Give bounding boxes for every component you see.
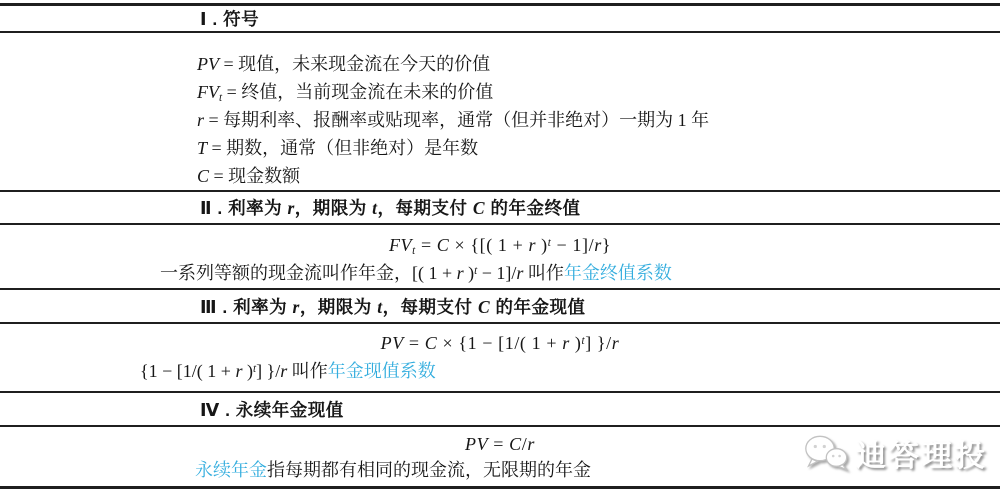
watermark-text: 迪答理投 bbox=[856, 440, 988, 473]
formula-table bbox=[0, 3, 1000, 489]
annuity-future-value-formula: $FV_t = C$ × {[( 1 + r )$^t$ − 1]/r} bbox=[388, 235, 612, 258]
section-1-header bbox=[0, 6, 1000, 33]
annuity-present-value-note: {1 − [1/( 1 + r )$^t$] }/r 叫作年金现值系数 bbox=[140, 361, 436, 381]
annuity-present-value-formula: PV = C × {1 − [1/( 1 + r )$^t$] }/r bbox=[380, 333, 620, 353]
section-3-content bbox=[0, 324, 1000, 391]
definition-line-r: r = 每期利率、报酬率或贴现率，通常（但并非绝对）一期为 1 年 bbox=[197, 110, 710, 130]
perpetuity-formula: PV = C/r bbox=[465, 434, 535, 454]
section-1-content bbox=[0, 33, 1000, 190]
section-3-header bbox=[0, 288, 1000, 324]
section-4-content bbox=[0, 427, 1000, 486]
section-4-header-text: Ⅳ . 永续年金现值 bbox=[200, 399, 344, 420]
section-3-header-text: Ⅲ . 利率为 r，期限为 t，每期支付 C 的年金现值 bbox=[200, 296, 586, 317]
section-4-header bbox=[0, 391, 1000, 427]
definition-line-t: T = 期数，通常（但非绝对）是年数 bbox=[197, 138, 479, 158]
section-2-header-text: Ⅱ . 利率为 r，期限为 t，每期支付 C 的年金终值 bbox=[200, 198, 581, 218]
section-2-content bbox=[0, 225, 1000, 288]
definition-line-c: C = 现金数额 bbox=[197, 166, 301, 186]
annuity-future-value-note: 一系列等额的现金流叫作年金，[( 1 + r )$^t$ − 1]/r 叫作年金终值系数 bbox=[160, 263, 672, 283]
section-2-header bbox=[0, 190, 1000, 225]
definition-line-fv: $FV_t$ = 终值，当前现金流在未来的价值 bbox=[197, 82, 494, 105]
definition-line-pv: PV = 现值，未来现金流在今天的价值 bbox=[197, 54, 491, 74]
section-1-header-text: Ⅰ . 符号 bbox=[200, 9, 260, 29]
perpetuity-note: 永续年金指每期都有相同的现金流，无限期的年金 bbox=[195, 460, 591, 480]
